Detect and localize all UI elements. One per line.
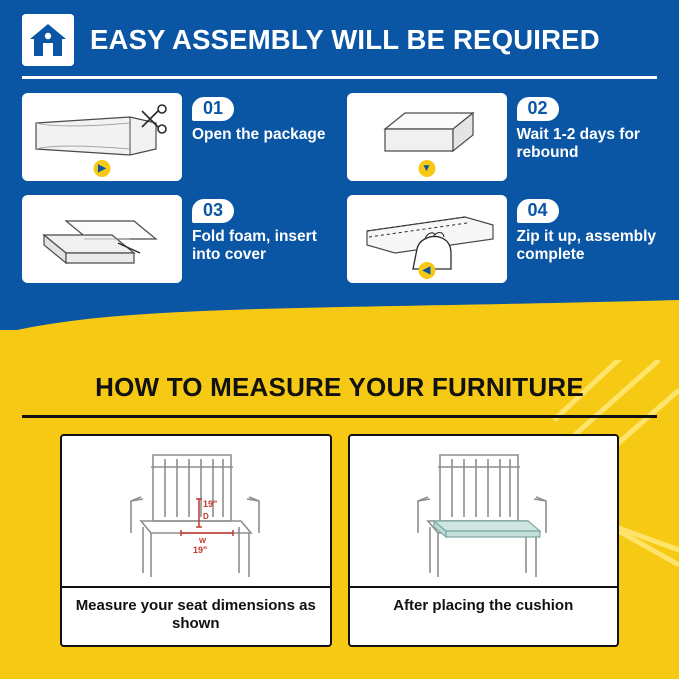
step-03-label: Fold foam, insert into cover [192,228,317,264]
step-03-image [22,195,182,283]
measure-card-2-caption: After placing the cushion [393,597,574,614]
step-01-label: Open the package [192,126,326,143]
steps-grid [0,79,679,283]
step-04-label: Zip it up, assembly complete [516,228,657,264]
wave-divider [0,300,679,360]
assembly-title: EASY ASSEMBLY WILL BE REQUIRED [90,24,600,55]
svg-text:D: D [202,512,209,521]
measure-card-1-figure [62,436,330,586]
house-icon [22,14,74,66]
step-04-number: 04 [517,199,559,223]
step-02 [347,93,658,181]
measure-cards [0,418,679,647]
svg-text:19": 19" [192,545,208,555]
assembly-section [0,0,679,330]
step-04-image [347,195,507,283]
step-02-image [347,93,507,181]
step-01-text [192,93,326,181]
measure-section [0,330,679,679]
assembly-header [0,0,679,66]
step-02-label: Wait 1-2 days for rebound [516,126,640,162]
step-02-number: 02 [517,97,559,121]
step-04 [347,195,658,283]
step-01-image [22,93,182,181]
step-04-arrow-left-icon: ◀ [418,262,435,279]
measure-card-2 [348,434,620,647]
step-03 [22,195,333,283]
measure-title: HOW TO MEASURE YOUR FURNITURE [95,372,584,402]
measure-card-1 [60,434,332,647]
step-01-arrow-right-icon: ▶ [94,160,111,177]
measure-card-1-caption: Measure your seat dimensions as shown [75,597,316,633]
step-03-number: 03 [192,199,234,223]
measure-card-2-figure [350,436,618,586]
step-02-arrow-down-icon: ▼ [418,160,435,177]
step-03-text [192,195,333,283]
svg-text:19": 19" [202,499,218,509]
svg-text:W: W [198,536,206,545]
step-04-text [517,195,658,283]
step-02-text [517,93,658,181]
step-01 [22,93,333,181]
step-01-number: 01 [192,97,234,121]
